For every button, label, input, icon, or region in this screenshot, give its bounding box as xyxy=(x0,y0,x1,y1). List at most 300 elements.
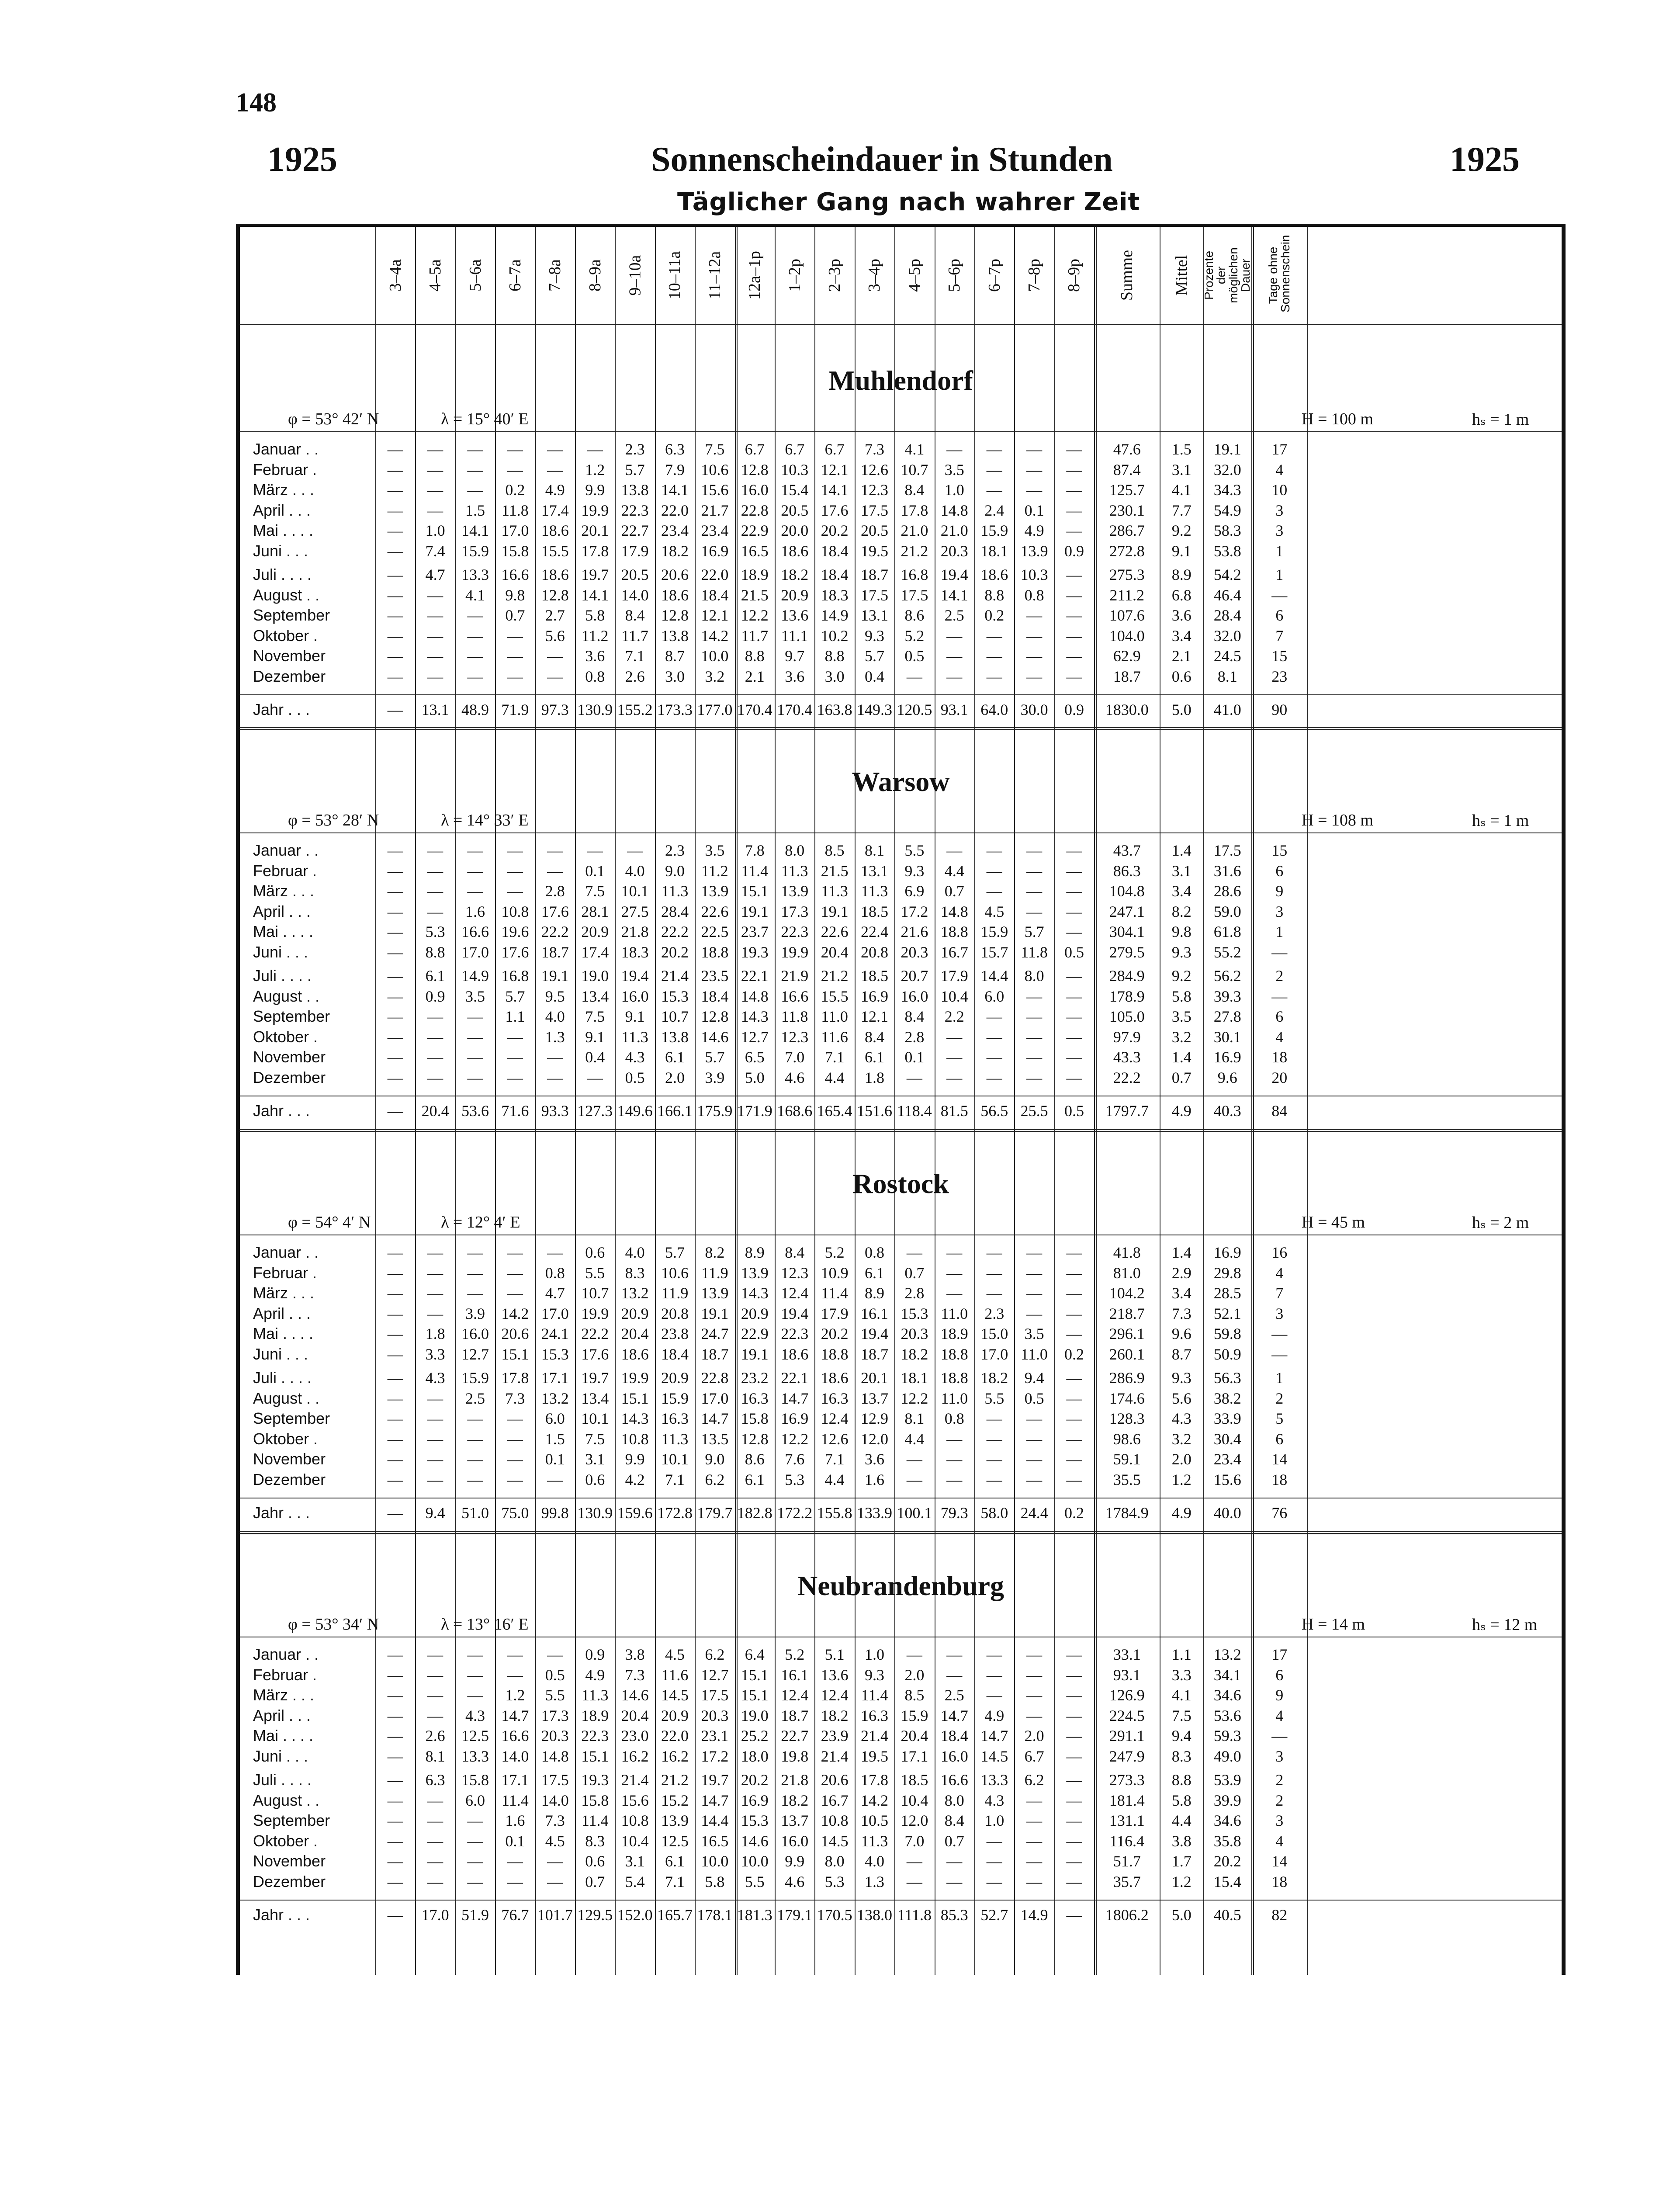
table-cell: 260.1 xyxy=(1109,1345,1145,1363)
table-cell: 20.2 xyxy=(821,522,849,539)
table-cell: — xyxy=(387,1906,403,1924)
table-cell: 16.3 xyxy=(860,1706,888,1724)
table-cell: 17.9 xyxy=(821,1304,849,1322)
row-label: April . . . xyxy=(253,501,311,519)
table-cell: — xyxy=(946,647,963,665)
table-cell: 4.4 xyxy=(824,1068,845,1086)
table-cell: 8.9 xyxy=(1171,566,1192,583)
table-cell: 5.5 xyxy=(585,1264,605,1282)
table-cell: 11.3 xyxy=(661,1430,689,1448)
table-cell: 9.3 xyxy=(864,627,884,645)
table-cell: 172.2 xyxy=(777,1504,813,1522)
table-cell: — xyxy=(467,1686,483,1704)
table-cell: — xyxy=(427,1304,443,1322)
table-cell: 15 xyxy=(1271,647,1288,665)
table-cell: 2 xyxy=(1275,1389,1284,1407)
table-cell: 16.9 xyxy=(781,1410,809,1427)
table-cell: 14.8 xyxy=(541,1747,569,1765)
table-cell: — xyxy=(986,1852,1002,1870)
table-cell: 9.4 xyxy=(425,1504,445,1522)
table-cell: 2.8 xyxy=(904,1028,925,1046)
table-cell: 76 xyxy=(1271,1504,1288,1522)
table-cell: 5.5 xyxy=(904,842,925,859)
row-label: August . . xyxy=(253,1791,320,1809)
table-cell: — xyxy=(1026,607,1043,624)
table-cell: 17 xyxy=(1271,440,1288,458)
table-cell: 22.7 xyxy=(621,522,649,539)
table-cell: 8.3 xyxy=(1171,1747,1192,1765)
column-header xyxy=(415,227,455,324)
table-cell: 85.3 xyxy=(940,1906,968,1924)
station-sensor-height: hₛ = 1 m xyxy=(1472,410,1529,429)
table-cell: 14.8 xyxy=(940,501,968,519)
table-cell: 56.5 xyxy=(980,1102,1008,1120)
table-cell: 3.1 xyxy=(585,1450,605,1468)
table-cell: 7.9 xyxy=(665,461,685,479)
table-cell: 19.1 xyxy=(821,902,849,920)
table-cell: 7.0 xyxy=(785,1048,805,1066)
table-cell: 2.3 xyxy=(984,1304,1005,1322)
table-cell: 11.3 xyxy=(861,1832,888,1850)
table-cell: 34.3 xyxy=(1213,481,1241,499)
table-cell: 1830.0 xyxy=(1105,701,1149,718)
table-cell: — xyxy=(1066,882,1082,900)
table-cell: 172.8 xyxy=(657,1504,693,1522)
table-cell: 17.8 xyxy=(860,1771,888,1789)
table-cell: 10.4 xyxy=(940,987,968,1005)
table-cell: 131.1 xyxy=(1109,1812,1145,1829)
table-cell: — xyxy=(427,481,443,499)
table-cell: 19.4 xyxy=(940,566,968,583)
table-cell: 6.1 xyxy=(425,967,445,985)
table-cell: 20.5 xyxy=(860,522,888,539)
table-cell: — xyxy=(387,943,403,961)
table-cell: 9 xyxy=(1275,1686,1284,1704)
table-cell: 8.8 xyxy=(745,647,765,665)
table-cell: 1.0 xyxy=(425,522,445,539)
table-cell: — xyxy=(387,1686,403,1704)
table-cell: — xyxy=(387,923,403,940)
table-cell: — xyxy=(507,1264,523,1282)
row-label: September xyxy=(253,606,330,624)
table-cell: 13.9 xyxy=(741,1264,769,1282)
row-label: April . . . xyxy=(253,902,311,920)
table-cell: 11.8 xyxy=(502,501,529,519)
table-cell: 20.3 xyxy=(701,1706,729,1724)
table-cell: 18.1 xyxy=(980,542,1008,560)
table-cell: — xyxy=(507,1852,523,1870)
table-cell: 22.6 xyxy=(701,902,729,920)
column-header-label: 3–4a xyxy=(386,259,405,291)
table-cell: 54.2 xyxy=(1213,566,1241,583)
table-cell: 3.0 xyxy=(824,667,845,685)
table-cell: 19.0 xyxy=(581,967,609,985)
table-cell: 86.3 xyxy=(1113,862,1141,880)
table-cell: — xyxy=(427,1284,443,1302)
table-cell: — xyxy=(986,667,1002,685)
table-cell: — xyxy=(1066,566,1082,583)
row-label: Juli . . . . xyxy=(253,1369,312,1387)
table-cell: 14.2 xyxy=(701,627,729,645)
table-cell: — xyxy=(946,1873,963,1890)
table-cell: — xyxy=(986,1284,1002,1302)
table-cell: 3 xyxy=(1275,1747,1284,1765)
station-height: H = 108 m xyxy=(1302,811,1373,829)
table-cell: — xyxy=(507,461,523,479)
table-cell: 21.4 xyxy=(661,967,689,985)
table-cell: 3.1 xyxy=(625,1852,645,1870)
row-label: Juli . . . . xyxy=(253,1771,312,1789)
table-cell: 19.9 xyxy=(781,943,809,961)
table-cell: 20.4 xyxy=(621,1325,649,1342)
table-cell: 16.0 xyxy=(621,987,649,1005)
table-cell: 8.7 xyxy=(665,647,685,665)
table-cell: — xyxy=(986,862,1002,880)
table-cell: — xyxy=(906,1646,922,1663)
table-cell: 7.3 xyxy=(625,1666,645,1684)
row-label: Januar . . xyxy=(253,841,319,859)
table-cell: — xyxy=(986,1068,1002,1086)
row-label: Januar . . xyxy=(253,440,319,458)
table-cell: 18.6 xyxy=(781,542,809,560)
table-cell: 14.6 xyxy=(741,1832,769,1850)
table-cell: 3.2 xyxy=(1171,1430,1192,1448)
table-cell: 12.4 xyxy=(821,1410,849,1427)
table-cell: 4.4 xyxy=(1171,1812,1192,1829)
table-cell: — xyxy=(986,842,1002,859)
table-cell: 29.8 xyxy=(1213,1264,1241,1282)
table-cell: 19.6 xyxy=(501,923,529,940)
table-cell: 18 xyxy=(1271,1873,1288,1890)
table-cell: — xyxy=(387,1873,403,1890)
table-cell: 20.6 xyxy=(501,1325,529,1342)
table-cell: 18.6 xyxy=(621,1345,649,1363)
table-cell: 18.4 xyxy=(821,542,849,560)
table-cell: 8.8 xyxy=(1171,1771,1192,1789)
table-cell: — xyxy=(427,501,443,519)
column-header xyxy=(655,227,695,324)
table-cell: — xyxy=(387,987,403,1005)
table-cell: 19.1 xyxy=(1213,440,1241,458)
column-header-label: Summe xyxy=(1118,250,1136,301)
table-cell: — xyxy=(547,667,563,685)
table-cell: 9.2 xyxy=(1171,522,1192,539)
table-cell: 14.0 xyxy=(541,1791,569,1809)
table-cell: — xyxy=(1066,1706,1082,1724)
table-cell: — xyxy=(946,1284,963,1302)
table-cell: 16.8 xyxy=(901,566,928,583)
table-cell: 20.5 xyxy=(621,566,649,583)
table-cell: 17 xyxy=(1271,1646,1288,1663)
table-cell: 14.7 xyxy=(980,1727,1008,1745)
table-cell: — xyxy=(1066,862,1082,880)
table-cell: 18.6 xyxy=(541,522,569,539)
table-cell: 2.5 xyxy=(465,1389,485,1407)
table-cell: 2.1 xyxy=(745,667,765,685)
table-cell: 7.1 xyxy=(665,1873,685,1890)
table-cell: — xyxy=(467,667,483,685)
table-cell: — xyxy=(507,1873,523,1890)
table-cell: 11.9 xyxy=(661,1284,689,1302)
table-cell: 9.0 xyxy=(705,1450,725,1468)
table-cell: — xyxy=(1066,1832,1082,1850)
table-cell: 15.9 xyxy=(980,522,1008,539)
table-cell: 32.0 xyxy=(1213,461,1241,479)
table-cell: 296.1 xyxy=(1109,1325,1145,1342)
station-latitude: φ = 53° 34′ N xyxy=(288,1615,379,1634)
table-cell: 7.5 xyxy=(585,1430,605,1448)
table-cell: 16.6 xyxy=(501,1727,529,1745)
table-cell: 18.6 xyxy=(661,586,689,604)
table-cell: 17.5 xyxy=(541,1771,569,1789)
table-cell: 10 xyxy=(1271,481,1288,499)
table-cell: 15.8 xyxy=(461,1771,489,1789)
table-cell: — xyxy=(1066,1369,1082,1387)
table-cell: 6 xyxy=(1275,1430,1284,1448)
table-cell: 4.1 xyxy=(465,586,485,604)
table-cell: 5.5 xyxy=(745,1873,765,1890)
table-cell: 20.2 xyxy=(741,1771,769,1789)
table-cell: 11.7 xyxy=(621,627,648,645)
station-longitude: λ = 14° 33′ E xyxy=(441,811,529,829)
table-cell: — xyxy=(427,882,443,900)
table-cell: 107.6 xyxy=(1109,607,1145,624)
table-cell: 13.3 xyxy=(461,566,489,583)
table-cell: — xyxy=(1066,902,1082,920)
table-cell: 5.7 xyxy=(505,987,525,1005)
table-cell: 14.2 xyxy=(501,1304,529,1322)
table-cell: 53.9 xyxy=(1213,1771,1241,1789)
table-cell: 23 xyxy=(1271,667,1288,685)
table-cell: — xyxy=(507,1068,523,1086)
table-cell: 6.2 xyxy=(705,1646,725,1663)
row-label: März . . . xyxy=(253,1686,315,1704)
table-cell: 11.0 xyxy=(941,1304,968,1322)
table-cell: 0.8 xyxy=(545,1264,565,1282)
table-cell: 5.0 xyxy=(1171,701,1192,718)
table-cell: 14.5 xyxy=(980,1747,1008,1765)
table-cell: 17.1 xyxy=(501,1771,529,1789)
station-sensor-height: hₛ = 1 m xyxy=(1472,812,1529,830)
table-cell: 13.3 xyxy=(461,1747,489,1765)
table-cell: 15.4 xyxy=(781,481,809,499)
table-cell: — xyxy=(547,842,563,859)
table-cell: — xyxy=(1271,943,1288,961)
table-cell: 15.1 xyxy=(581,1747,609,1765)
table-cell: 19.5 xyxy=(860,542,888,560)
table-cell: 168.6 xyxy=(777,1102,813,1120)
table-cell: 18.7 xyxy=(1113,667,1141,685)
table-cell: 12.1 xyxy=(860,1008,888,1025)
table-cell: 0.7 xyxy=(585,1873,605,1890)
year-right: 1925 xyxy=(1450,140,1520,179)
table-cell: 13.9 xyxy=(1020,542,1048,560)
table-cell: 13.7 xyxy=(860,1389,888,1407)
table-cell: 41.0 xyxy=(1213,701,1241,718)
column-header-label: 5–6a xyxy=(466,259,485,291)
table-cell: — xyxy=(427,627,443,645)
table-cell: 4.3 xyxy=(625,1048,645,1066)
table-cell: 10.4 xyxy=(901,1791,928,1809)
table-cell: — xyxy=(547,461,563,479)
table-cell: 22.1 xyxy=(781,1369,809,1387)
table-cell: — xyxy=(1026,1028,1043,1046)
table-cell: 155.8 xyxy=(817,1504,852,1522)
table-cell: 1.5 xyxy=(545,1430,565,1448)
table-cell: 21.2 xyxy=(901,542,928,560)
table-cell: 18.8 xyxy=(940,1369,968,1387)
table-cell: — xyxy=(427,1686,443,1704)
column-header xyxy=(1094,227,1160,324)
table-cell: — xyxy=(986,1471,1002,1488)
row-label: November xyxy=(253,647,326,665)
table-cell: 247.1 xyxy=(1109,902,1145,920)
table-cell: 3.3 xyxy=(425,1345,445,1363)
table-cell: 3.6 xyxy=(585,647,605,665)
table-cell: 101.7 xyxy=(537,1906,573,1924)
table-cell: 53.6 xyxy=(1213,1706,1241,1724)
table-cell: — xyxy=(1066,647,1082,665)
table-cell: 149.3 xyxy=(856,701,892,718)
table-cell: 14.3 xyxy=(621,1410,649,1427)
column-header xyxy=(695,227,734,324)
table-cell: 14.7 xyxy=(940,1706,968,1724)
row-label: Jahr . . . xyxy=(253,1504,310,1522)
table-cell: 4.1 xyxy=(904,440,925,458)
table-cell: 22.7 xyxy=(781,1727,809,1745)
table-cell: 10.1 xyxy=(661,1450,689,1468)
table-cell: 4.9 xyxy=(1171,1504,1192,1522)
table-cell: — xyxy=(1026,1812,1043,1829)
row-label: Januar . . xyxy=(253,1645,319,1663)
table-cell: — xyxy=(467,440,483,458)
table-cell: 224.5 xyxy=(1109,1706,1145,1724)
table-cell: 1.0 xyxy=(864,1646,884,1663)
table-cell: 127.3 xyxy=(577,1102,613,1120)
table-cell: 16.6 xyxy=(461,923,489,940)
table-cell: 54.9 xyxy=(1213,501,1241,519)
table-cell: 18.6 xyxy=(821,1369,849,1387)
table-cell: — xyxy=(1026,1264,1043,1282)
table-cell: — xyxy=(427,1791,443,1809)
column-header-label: 8–9p xyxy=(1065,259,1084,292)
table-cell: — xyxy=(387,1852,403,1870)
table-cell: 16.1 xyxy=(860,1304,888,1322)
table-cell: 21.0 xyxy=(940,522,968,539)
table-cell: 8.3 xyxy=(585,1832,605,1850)
table-cell: 16.6 xyxy=(781,987,809,1005)
table-cell: 17.9 xyxy=(621,542,649,560)
table-cell: 14.7 xyxy=(701,1410,729,1427)
table-cell: 14.6 xyxy=(701,1028,729,1046)
table-cell: — xyxy=(387,902,403,920)
station-name: Neubrandenburg xyxy=(797,1570,1004,1601)
table-cell: 11.6 xyxy=(821,1028,848,1046)
table-cell: 6.0 xyxy=(545,1410,565,1427)
table-cell: 3.5 xyxy=(1024,1325,1044,1342)
table-cell: — xyxy=(1066,1244,1082,1261)
table-cell: — xyxy=(1066,667,1082,685)
station-name: Warsow xyxy=(852,766,950,797)
table-cell: — xyxy=(1066,1028,1082,1046)
table-cell: — xyxy=(387,566,403,583)
table-cell: 170.5 xyxy=(817,1906,852,1924)
table-cell: 0.5 xyxy=(1064,943,1084,961)
table-cell: 7.1 xyxy=(824,1450,845,1468)
table-cell: 14.2 xyxy=(860,1791,888,1809)
table-cell: 1.0 xyxy=(984,1812,1005,1829)
table-cell: 19.0 xyxy=(741,1706,769,1724)
table-cell: 181.4 xyxy=(1109,1791,1145,1809)
table-cell: 8.1 xyxy=(904,1410,925,1427)
table-cell: — xyxy=(587,842,603,859)
table-cell: 19.4 xyxy=(781,1304,809,1322)
table-cell: 28.6 xyxy=(1213,882,1241,900)
table-cell: 15.7 xyxy=(980,943,1008,961)
table-cell: 16.3 xyxy=(661,1410,689,1427)
table-cell: 58.3 xyxy=(1213,522,1241,539)
row-label: März . . . xyxy=(253,481,315,499)
table-cell: 125.7 xyxy=(1109,481,1145,499)
station-separator xyxy=(240,727,1562,730)
table-cell: 12.2 xyxy=(901,1389,928,1407)
table-cell: — xyxy=(986,647,1002,665)
table-cell: 16.6 xyxy=(501,566,529,583)
row-label: Jahr . . . xyxy=(253,1102,310,1120)
table-cell: 11.4 xyxy=(741,862,769,880)
table-cell: 20.2 xyxy=(661,943,689,961)
table-cell: 30.0 xyxy=(1020,701,1048,718)
row-label: Juni . . . xyxy=(253,1747,308,1765)
table-cell: 17.4 xyxy=(581,943,609,961)
table-cell: 14.9 xyxy=(461,967,489,985)
table-cell: — xyxy=(387,1430,403,1448)
table-cell: 182.8 xyxy=(737,1504,772,1522)
table-cell: 11.3 xyxy=(621,1028,648,1046)
table-cell: 5.8 xyxy=(1171,1791,1192,1809)
table-cell: — xyxy=(427,862,443,880)
row-label: August . . xyxy=(253,586,320,604)
table-cell: 17.0 xyxy=(701,1389,729,1407)
column-rule xyxy=(1307,227,1308,1975)
table-cell: 2 xyxy=(1275,967,1284,985)
table-cell: 6.1 xyxy=(745,1471,765,1488)
table-cell: 18.8 xyxy=(940,1345,968,1363)
table-cell: — xyxy=(507,882,523,900)
row-label: November xyxy=(253,1048,326,1066)
table-cell: — xyxy=(1066,627,1082,645)
table-cell: 5.7 xyxy=(864,647,884,665)
column-header xyxy=(855,227,894,324)
table-cell: 15.3 xyxy=(741,1812,769,1829)
station-coords-rule xyxy=(240,832,1562,833)
table-cell: 12.5 xyxy=(661,1832,689,1850)
table-cell: — xyxy=(1066,607,1082,624)
table-cell: 53.8 xyxy=(1213,542,1241,560)
table-cell: 58.0 xyxy=(980,1504,1008,1522)
row-label: Juli . . . . xyxy=(253,967,312,985)
row-label: Juli . . . . xyxy=(253,565,312,583)
table-cell: 8.9 xyxy=(864,1284,884,1302)
table-cell: — xyxy=(387,1646,403,1663)
table-cell: 18.7 xyxy=(701,1345,729,1363)
table-cell: — xyxy=(986,627,1002,645)
table-cell: 9.0 xyxy=(665,862,685,880)
table-cell: — xyxy=(986,1410,1002,1427)
table-cell: 19.3 xyxy=(581,1771,609,1789)
table-cell: 10.2 xyxy=(821,627,849,645)
table-cell: — xyxy=(906,1471,922,1488)
